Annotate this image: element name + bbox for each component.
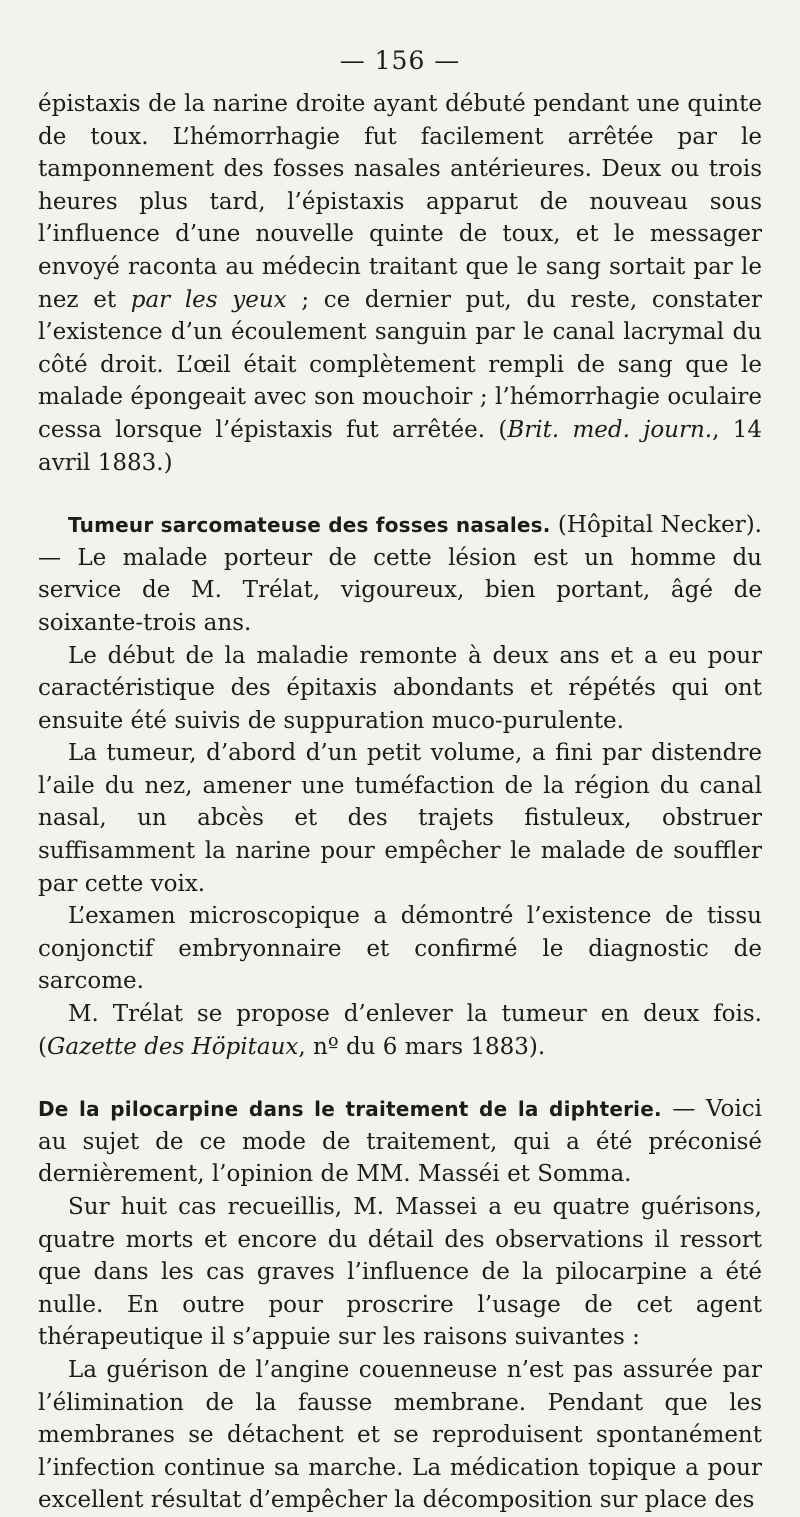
paragraph [38, 1093, 762, 1191]
page-number: — 156 — [339, 46, 461, 75]
paragraph: Sur huit cas recueillis, M. Massei a eu quatre guérisons, quatre morts et encore du détail des observations il ressort que dans les cas graves l’influence de la pilocarpine a été nulle. En outre pour proscrire l’usage de cet agent thérapeutique il s’appuie sur les raisons suivantes : [38, 1194, 762, 1351]
journal-citation: Gazette des Höpitaux [46, 1033, 299, 1060]
section-epistaxis-continuation [38, 88, 762, 479]
text-run: M. Trélat se propose d’enlever la tumeur en deux fois. ( [38, 1001, 762, 1060]
paragraph [38, 509, 762, 639]
italic-quote: par les yeux [130, 286, 287, 313]
paragraph: La tumeur, d’abord d’un petit volume, a fini par distendre l’aile du nez, amener une tuméfaction de la région du canal nasal, un abcès et des trajets fistuleux, obstruer suffisamment la narine pour empêcher le malade de souffler par cette voix. [38, 740, 762, 897]
text-run: — Voici au sujet de ce mode de traitement, qui a été préconisé dernièrement, l’opinion de MM. Masséi et Somma. [38, 1096, 762, 1188]
paragraph: La guérison de l’angine couenneuse n’est pas assurée par l’élimination de la fausse membrane. Pendant que les membranes se détachent et se reproduisent spontanément l’infection continue sa marche. La médication topique a pour excellent résultat d’empêcher la décomposition sur place des [38, 1356, 762, 1514]
paragraph [38, 998, 762, 1063]
text-run: épistaxis de la narine droite ayant débuté pendant une quinte de toux. L’hémorrhagie fut facilement arrêtée par le tamponnement des fosses nasales antérieures. Deux ou trois heures plus tard, l’épistaxis apparut de nouveau sous l’influence d’une nouvelle quinte de toux, et le messager envoyé raconta au médecin traitant que le sang sortait par le nez et [38, 91, 762, 313]
section-heading: De la pilocarpine dans le traitement de la diphterie. [38, 1097, 662, 1122]
section-heading: Tumeur sarcomateuse des fosses nasales. [68, 513, 551, 538]
paragraph [38, 88, 762, 479]
paragraph: L’examen microscopique a démontré l’existence de tissu conjonctif embryonnaire et confirmé le diagnostic de sarcome. [38, 903, 762, 995]
text-run: , 14 avril 1883.) [38, 416, 763, 476]
text-run: ; ce dernier put, du reste, constater l’existence d’un écoulement sanguin par le canal lacrymal du côté droit. L’œil était complètement rempli de sang que le malade épongeait avec son mouchoir ; l’hémorrhagie oculaire cessa lorsque l’épistaxis fut arrêtée. ( [38, 286, 762, 443]
text-run: , nº du 6 mars 1883). [298, 1033, 546, 1060]
section-pilocarpine [38, 1093, 762, 1517]
text-run: (Hôpital Necker). — Le malade porteur de cette lésion est un homme du service de M. Trélat, vigoureux, bien portant, âgé de soixante-trois ans. [38, 512, 762, 636]
section-tumeur-sarcomateuse [38, 509, 762, 1063]
journal-citation: Brit. med. journ. [507, 416, 713, 443]
paragraph: Le début de la maladie remonte à deux ans et a eu pour caractéristique des épitaxis abondants et répétés qui ont ensuite été suivis de suppuration muco-purulente. [38, 642, 762, 734]
